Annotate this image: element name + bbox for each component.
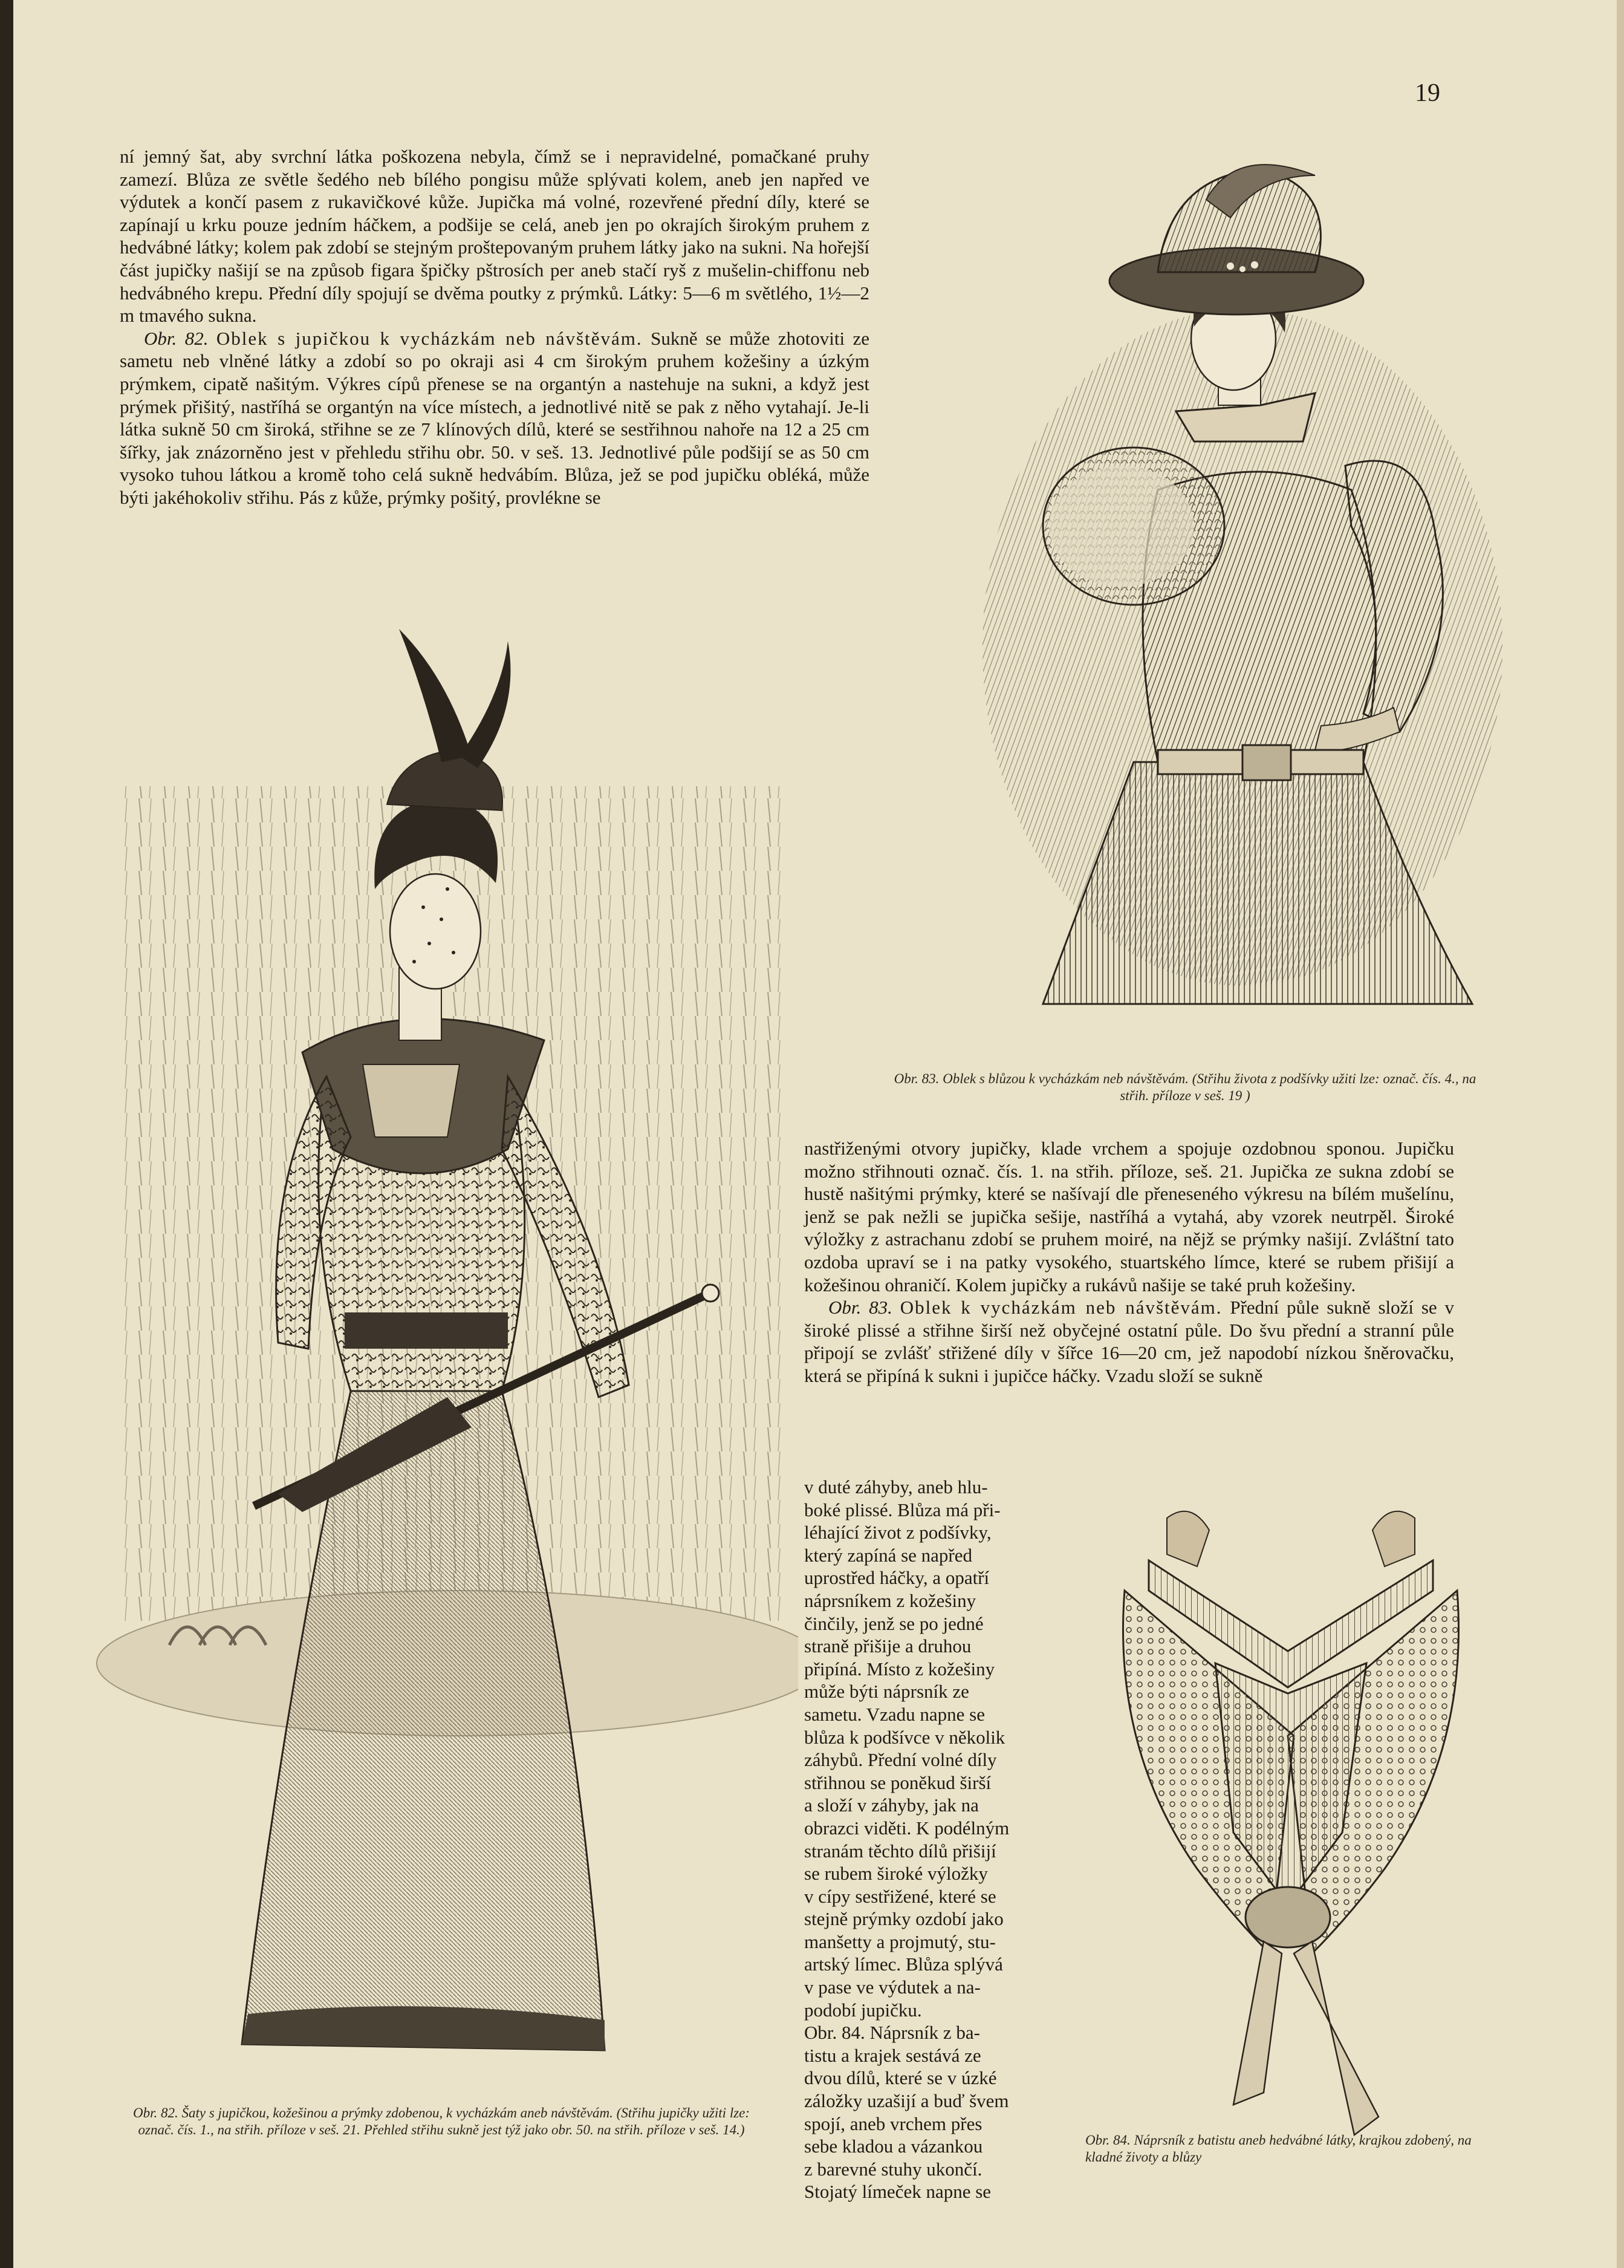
page-number: 19 (1415, 79, 1440, 107)
narrow-column-line: činčily, jenž se po jedné (804, 1612, 984, 1634)
fig83-body: Přední půle sukně složí se v široké plissé a střihne širší než obyčejné ostatní půle. Do švu přední a stranní půle připojí se zvlášť střižené díly v šířce 16—20 cm, jež napodobí nízkou šněrovačku, která se připíná k sukni i jupičce háčky. Vzadu složí se sukně (804, 1297, 1455, 1386)
narrow-column-line: sametu. Vzadu napne se (804, 1703, 985, 1725)
narrow-column-line: záhybů. Přední volné díly (804, 1749, 997, 1771)
narrow-column-line: náprsníkem z kožešiny (804, 1589, 976, 1611)
fig84-illustration (1112, 1494, 1469, 2141)
narrow-column-line: připíná. Místo z kožešiny (804, 1658, 995, 1680)
fig84-drawing (1112, 1494, 1469, 2141)
narrow-column-line: podobí jupičku. (804, 1999, 922, 2021)
narrow-column-line: může býti náprsník ze (804, 1681, 969, 1703)
fig83-illustration (976, 151, 1509, 1010)
narrow-column-line: který zapíná se napřed (804, 1544, 973, 1566)
right-paragraph-1: nastřiženými otvory jupičky, klade vrchem a spojuje ozdobnou sponou. Jupičku možno střihnouti označ. čís. 1. na střih. příloze, seš. 21. Jupička ze sukna zdobí se hustě našitými prýmky, které se našívají dle přeneseného výkresu na bílém mušelínu, jenž se pak nežli se jupička sešije, nastříhá a vytahá, aby vzorek neutrpěl. Široké výložky z astrachanu zdobí se pruhem moiré, na nějž se prýmky našijí. Zvláštní tato ozdoba upraví se i na patky vysokého, stuartského límce, které se rubem přišijí a kožešinou ohraničí. Kolem jupičky a rukávů našije se také pruh kožešiny. (804, 1138, 1454, 1295)
narrow-column-line: artský límec. Blůza splývá (804, 1954, 1003, 1975)
narrow-column-line: v duté záhyby, aneb hlu- (804, 1476, 988, 1497)
narrow-column-line: blůza k podšívce v několik (804, 1726, 1005, 1748)
left-paragraph-2 (120, 327, 869, 509)
fig83-drawing (976, 151, 1509, 1010)
narrow-column-line: střihnou se poněkud širší (804, 1771, 992, 1793)
narrow-column-line: uprostřed háčky, a opatří (804, 1567, 990, 1589)
fig82-drawing (85, 605, 798, 2074)
right-column-text (804, 1137, 1454, 1387)
fig84-caption: Obr. 84. Náprsník z batistu aneb hedvábné látky, krajkou zdobený, na kladné životy a blůzy (1085, 2133, 1472, 2165)
right-paragraph-2 (804, 1296, 1454, 1387)
fig82-body: Sukně se může zhotoviti ze sametu neb vlněné látky a zdobí so po okraji asi 4 cm širokým pruhem kožešiny a úzkým prýmkem, cipatě našitým. Výkres cípů přenese se na organtýn a nastehuje na sukni, a když jest prýmek přišitý, nastříhá se organtýn na více místech, a jednotlivé nitě se pak z něho vytahají. Je-li látka sukně 50 cm široká, střihne se ze 7 klínových dílů, které se sestřihnou nahoře na 12 a 25 cm šířky, jak znázorněno jest v přehledu střihu obr. 50. v seš. 13. Jednotlivé půle podšijí se as 50 cm vysoko tuhou látkou a kromě toho celá sukně hedvábím. Blůza, jež se pod jupičku obléká, může býti jakéhokoliv střihu. Pás z kůže, prýmky pošitý, provlékne se (120, 327, 870, 508)
narrow-column-line: v pase ve výdutek a na- (804, 1976, 981, 1998)
narrow-column-line: se rubem široké výložky (804, 1863, 988, 1885)
right-narrow-column (804, 1476, 1070, 2203)
narrow-column-line: sebe kladou a vázankou (804, 2136, 983, 2157)
narrow-column-line: manšetty a projmutý, stu- (804, 1931, 996, 1952)
narrow-column-line: a složí v záhyby, jak na (804, 1794, 979, 1816)
fig82-caption: Obr. 82. Šaty s jupičkou, kožešinou a prýmky zdobenou, k vycházkám aneb návštěvám. (Střihu jupičky užiti lze: označ. čís. 1., na střih. příloze v seš. 21. Přehled střihu sukně jest týž jako obr. 50. na střih. příloze v seš. 14.) (132, 2105, 750, 2137)
narrow-column-line: obrazci viděti. K podélným (804, 1817, 1010, 1839)
fig82-ref: Obr. 82. (144, 327, 209, 349)
left-paragraph-1: ní jemný šat, aby svrchní látka poškozena nebyla, čímž se i nepravidelné, pomačkané pruhy zamezí. Blůza ze světle šedého neb bílého pongisu může splývati kolem, aneb jen napřed ve výdutek a končí pasem z rukavičkové kůže. Jupička má volné, rozevřené přední díly, které se zapínají u krku pouze jedním háčkem, a podšije se celá, aneb jen po okrajích širokým pruhem z hedvábné látky; kolem pak zdobí se stejným proštepovaným pruhem látky jako na sukni. Na hořejší část jupičky našijí se na způsob figara špičky pštrosích per aneb stačí ryš z mušelin-chiffonu neb hedvábného krepu. Přední díly spojují se dvěma poutky z prýmků. Látky: 5—6 m světlého, 1½—2 m tmavého sukna. (120, 146, 869, 327)
narrow-column-line: Stojatý límeček napne se (804, 2181, 992, 2203)
narrow-column-line: Obr. 84. Náprsník z ba- (804, 2022, 980, 2044)
narrow-column-line: stejně prýmky ozdobí jako (804, 1908, 1004, 1930)
fig83-caption: Obr. 83. Oblek s blůzou k vycházkám neb návštěvám. (Střihu života z podšívky užiti lze: označ. čís. 4., na střih. příloze v seš. 19 ) (894, 1071, 1476, 1103)
narrow-column-line: léhající život z podšívky, (804, 1522, 992, 1543)
narrow-column-line: stranám těchto dílů přišijí (804, 1840, 996, 1862)
narrow-column-line: straně přišije a druhou (804, 1635, 972, 1657)
left-column-text (120, 145, 869, 509)
page-binding-edge (0, 0, 13, 2268)
narrow-column-line: tistu a krajek sestává ze (804, 2044, 981, 2066)
narrow-column-line: v cípy sestřižené, které se (804, 1885, 996, 1907)
page-outer-edge (1617, 0, 1624, 2268)
fig83-heading: Oblek k vycházkám neb návštěvám. (900, 1297, 1223, 1318)
narrow-column-line: z barevné stuhy ukončí. (804, 2158, 983, 2180)
narrow-column-line: záložky uzašijí a buď švem (804, 2090, 1009, 2112)
narrow-column-line: spojí, aneb vrchem přes (804, 2113, 983, 2134)
fig83-ref: Obr. 83. (828, 1297, 892, 1318)
narrow-column-line: boké plissé. Blůza má při- (804, 1499, 1001, 1520)
fig82-heading: Oblek s jupičkou k vycházkám neb návštěvám. (216, 327, 643, 349)
fig82-illustration (85, 605, 798, 2074)
narrow-column-line: dvou dílů, které se v úzké (804, 2067, 997, 2089)
